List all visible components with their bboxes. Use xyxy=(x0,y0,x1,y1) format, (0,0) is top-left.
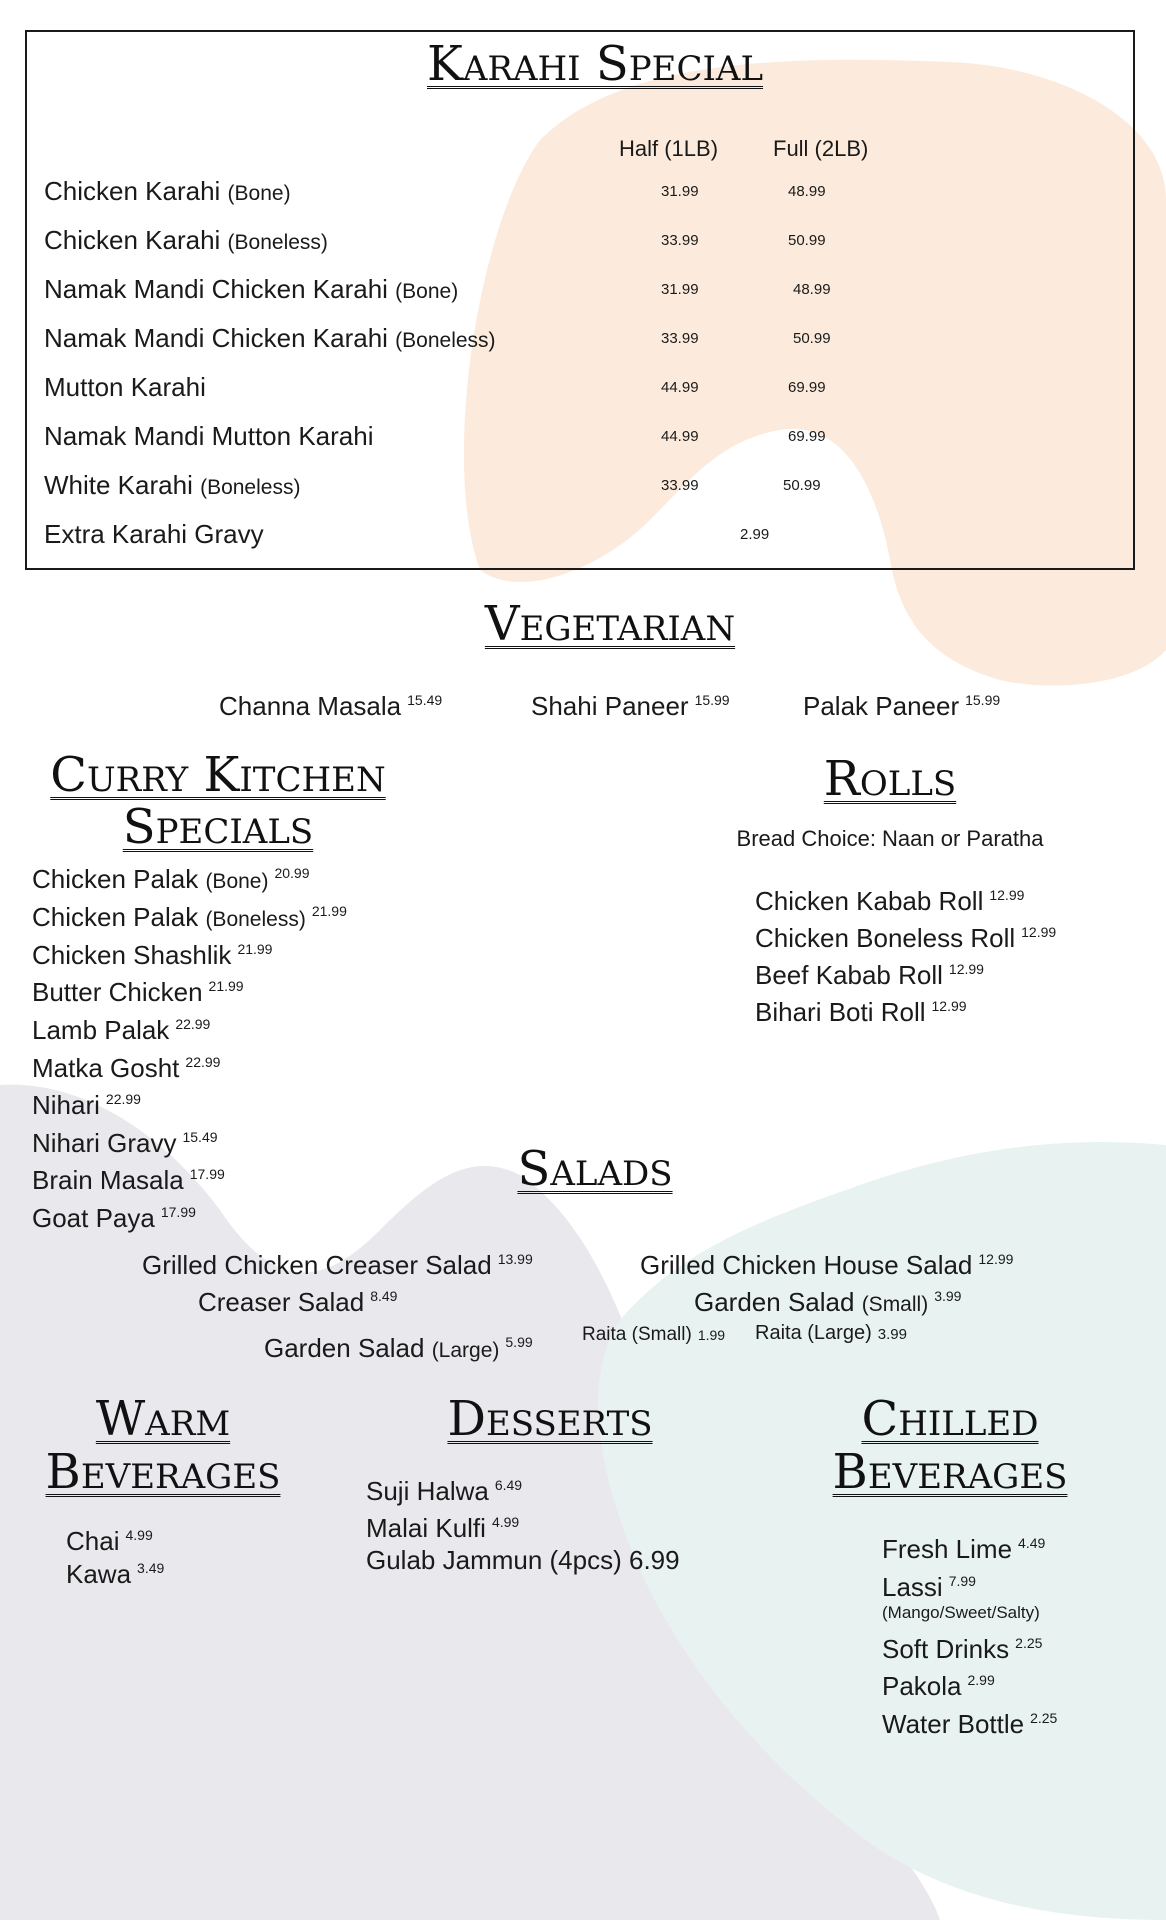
item-price: 6.49 xyxy=(494,1477,523,1493)
salad-item xyxy=(755,1322,907,1345)
item-price: 17.99 xyxy=(189,1166,225,1182)
curry-item xyxy=(32,858,310,897)
item-name: Nihari xyxy=(32,1090,100,1120)
item-note: (Small) xyxy=(861,1293,929,1316)
salads-heading: Salads xyxy=(517,1141,673,1197)
karahi-item xyxy=(44,372,206,402)
chilled-beverages-heading-line2: Beverages xyxy=(832,1444,1068,1500)
item-note: (Large) xyxy=(431,1339,500,1362)
item-price: 20.99 xyxy=(274,865,310,881)
item-name: Raita xyxy=(582,1324,627,1345)
chilled-beverage-item xyxy=(882,1628,1042,1664)
dessert-item xyxy=(366,1507,519,1543)
item-price: 8.49 xyxy=(370,1288,398,1304)
item-name: Palak Paneer xyxy=(803,691,960,721)
item-price: 7.99 xyxy=(948,1573,976,1589)
item-name: Gulab Jammun (4pcs) 6.99 xyxy=(366,1545,680,1575)
item-price: 3.99 xyxy=(934,1288,962,1304)
item-price: 4.99 xyxy=(491,1514,520,1530)
chilled-beverage-item xyxy=(882,1528,1045,1564)
item-name: Grilled Chicken House Salad xyxy=(640,1250,973,1280)
karahi-item xyxy=(44,421,373,451)
salad-item xyxy=(694,1281,961,1320)
item-price: 22.99 xyxy=(175,1016,211,1032)
karahi-heading: Karahi Special xyxy=(426,36,764,92)
salad-item xyxy=(264,1327,533,1366)
item-name: Bihari Boti Roll xyxy=(755,997,926,1027)
item-name: Namak Mandi Chicken Karahi xyxy=(44,274,388,304)
item-name: Goat Paya xyxy=(32,1203,155,1233)
karahi-half-price: 44.99 xyxy=(661,428,699,445)
item-price: 21.99 xyxy=(208,978,244,994)
curry-heading-line1: Curry Kitchen xyxy=(50,747,386,803)
item-price: 12.99 xyxy=(931,998,967,1014)
item-price: 22.99 xyxy=(105,1091,141,1107)
item-name: Pakola xyxy=(882,1671,962,1701)
item-note: (Bone) xyxy=(205,870,269,893)
item-price: 12.99 xyxy=(989,887,1025,903)
karahi-full-price: 69.99 xyxy=(788,379,826,396)
item-name: Soft Drinks xyxy=(882,1634,1010,1664)
item-name: Nihari Gravy xyxy=(32,1128,177,1158)
karahi-full-column-header: Full (2LB) xyxy=(773,136,869,161)
item-name: Lassi xyxy=(882,1572,943,1602)
item-note: (Boneless) xyxy=(395,329,496,352)
item-price: 17.99 xyxy=(160,1204,196,1220)
karahi-item xyxy=(44,323,496,356)
item-name: Chicken Karahi xyxy=(44,225,221,255)
salad-item xyxy=(142,1244,533,1280)
item-note: (Boneless) xyxy=(200,476,301,499)
karahi-half-price: 33.99 xyxy=(661,232,699,249)
curry-heading-line2: Specials xyxy=(122,799,314,855)
curry-item xyxy=(32,1122,218,1158)
rolls-subtitle: Bread Choice: Naan or Paratha xyxy=(736,826,1044,851)
item-price: 12.99 xyxy=(978,1251,1014,1267)
warm-beverage-item xyxy=(66,1553,164,1589)
karahi-item xyxy=(44,470,300,503)
karahi-half-column-header: Half (1LB) xyxy=(619,136,719,161)
item-price: 2.99 xyxy=(967,1672,995,1688)
chilled-beverages-heading-line1: Chilled xyxy=(861,1391,1039,1447)
item-name: Lamb Palak xyxy=(32,1015,170,1045)
vegetarian-item xyxy=(803,685,1000,721)
karahi-full-price: 50.99 xyxy=(783,477,821,494)
rolls-heading: Rolls xyxy=(823,751,957,807)
salad-item xyxy=(582,1324,725,1346)
item-price: 21.99 xyxy=(311,903,347,919)
desserts-heading: Desserts xyxy=(447,1391,653,1447)
karahi-item xyxy=(44,176,291,209)
item-price: 15.49 xyxy=(407,692,443,708)
item-name: Garden Salad xyxy=(694,1287,855,1317)
item-name: Mutton Karahi xyxy=(44,372,206,402)
item-name: Chicken Palak xyxy=(32,902,199,932)
item-name: Butter Chicken xyxy=(32,977,203,1007)
item-name: Creaser Salad xyxy=(198,1287,365,1317)
item-note: (Boneless) xyxy=(227,231,328,254)
karahi-full-price: 48.99 xyxy=(793,281,831,298)
item-note: (Bone) xyxy=(227,182,291,205)
karahi-item xyxy=(44,274,458,307)
warm-beverage-item xyxy=(66,1520,153,1556)
item-price: 3.99 xyxy=(877,1326,907,1343)
chilled-beverage-item xyxy=(882,1665,995,1701)
item-price: 15.99 xyxy=(694,692,730,708)
vegetarian-item xyxy=(531,685,730,721)
curry-item xyxy=(32,1047,220,1083)
item-name: Kawa xyxy=(66,1559,132,1589)
item-price: 15.49 xyxy=(182,1129,218,1145)
karahi-full-price: 50.99 xyxy=(788,232,826,249)
item-note: (Large) xyxy=(807,1322,872,1344)
karahi-item xyxy=(44,225,328,258)
item-price: 21.99 xyxy=(237,941,273,957)
item-name: Extra Karahi Gravy xyxy=(44,519,264,549)
roll-item xyxy=(755,880,1024,916)
karahi-full-price: 50.99 xyxy=(793,330,831,347)
item-name: Namak Mandi Chicken Karahi xyxy=(44,323,388,353)
item-name: Matka Gosht xyxy=(32,1053,180,1083)
item-name: Chicken Palak xyxy=(32,864,199,894)
item-price: 22.99 xyxy=(185,1054,221,1070)
dessert-item xyxy=(366,1470,522,1506)
item-name: Fresh Lime xyxy=(882,1534,1013,1564)
roll-item xyxy=(755,917,1056,953)
karahi-half-price: 31.99 xyxy=(661,281,699,298)
karahi-item xyxy=(44,519,264,549)
karahi-half-price: 33.99 xyxy=(661,477,699,494)
item-name: Beef Kabab Roll xyxy=(755,960,943,990)
curry-item xyxy=(32,1009,210,1045)
chilled-beverage-item xyxy=(882,1566,976,1602)
item-name: Water Bottle xyxy=(882,1709,1025,1739)
chilled-beverage-item xyxy=(882,1703,1057,1739)
karahi-full-price: 48.99 xyxy=(788,183,826,200)
item-price: 13.99 xyxy=(497,1251,533,1267)
item-name: Chicken Karahi xyxy=(44,176,221,206)
item-price: 12.99 xyxy=(1021,924,1057,940)
item-name: Garden Salad xyxy=(264,1333,425,1363)
item-name: Malai Kulfi xyxy=(366,1513,486,1543)
item-name: Channa Masala xyxy=(219,691,402,721)
item-price: 4.99 xyxy=(125,1527,153,1543)
item-price: 2.25 xyxy=(1030,1710,1058,1726)
item-price: 5.99 xyxy=(505,1334,533,1350)
dessert-item xyxy=(366,1545,680,1575)
item-name: Chicken Kabab Roll xyxy=(755,886,984,916)
item-price: 1.99 xyxy=(697,1327,726,1343)
item-price: 15.99 xyxy=(965,692,1001,708)
item-note: (Boneless) xyxy=(205,908,306,931)
item-name: Namak Mandi Mutton Karahi xyxy=(44,421,374,451)
curry-item xyxy=(32,1084,141,1120)
karahi-single-price: 2.99 xyxy=(740,526,770,543)
item-note: (Bone) xyxy=(395,280,459,303)
curry-item xyxy=(32,1159,225,1195)
roll-item xyxy=(755,954,984,990)
vegetarian-heading: Vegetarian xyxy=(484,596,736,652)
curry-item xyxy=(32,1197,196,1233)
karahi-half-price: 44.99 xyxy=(661,379,699,396)
item-name: White Karahi xyxy=(44,470,193,500)
warm-beverages-heading-line1: Warm xyxy=(95,1391,231,1447)
item-price: 4.49 xyxy=(1018,1535,1046,1551)
karahi-full-price: 69.99 xyxy=(788,428,826,445)
item-price: 12.99 xyxy=(948,961,984,977)
roll-item xyxy=(755,991,967,1027)
item-name: Suji Halwa xyxy=(366,1476,489,1506)
curry-item xyxy=(32,934,272,970)
item-name: Chai xyxy=(66,1526,120,1556)
item-name: Chicken Boneless Roll xyxy=(755,923,1016,953)
karahi-half-price: 33.99 xyxy=(661,330,699,347)
item-price: 2.25 xyxy=(1015,1635,1043,1651)
item-name: Grilled Chicken Creaser Salad xyxy=(142,1250,492,1280)
salad-item xyxy=(640,1244,1013,1280)
lassi-flavors-note: (Mango/Sweet/Salty) xyxy=(882,1603,1040,1622)
item-name: Shahi Paneer xyxy=(531,691,689,721)
item-name: Raita xyxy=(755,1322,802,1344)
item-name: Brain Masala xyxy=(32,1165,184,1195)
vegetarian-item xyxy=(219,685,442,721)
item-price: 3.49 xyxy=(137,1560,165,1576)
salad-item xyxy=(198,1281,397,1317)
curry-item xyxy=(32,896,347,935)
warm-beverages-heading-line2: Beverages xyxy=(45,1444,281,1500)
item-name: Chicken Shashlik xyxy=(32,940,232,970)
karahi-half-price: 31.99 xyxy=(661,183,699,200)
item-note: (Small) xyxy=(631,1324,692,1345)
curry-item xyxy=(32,971,244,1007)
